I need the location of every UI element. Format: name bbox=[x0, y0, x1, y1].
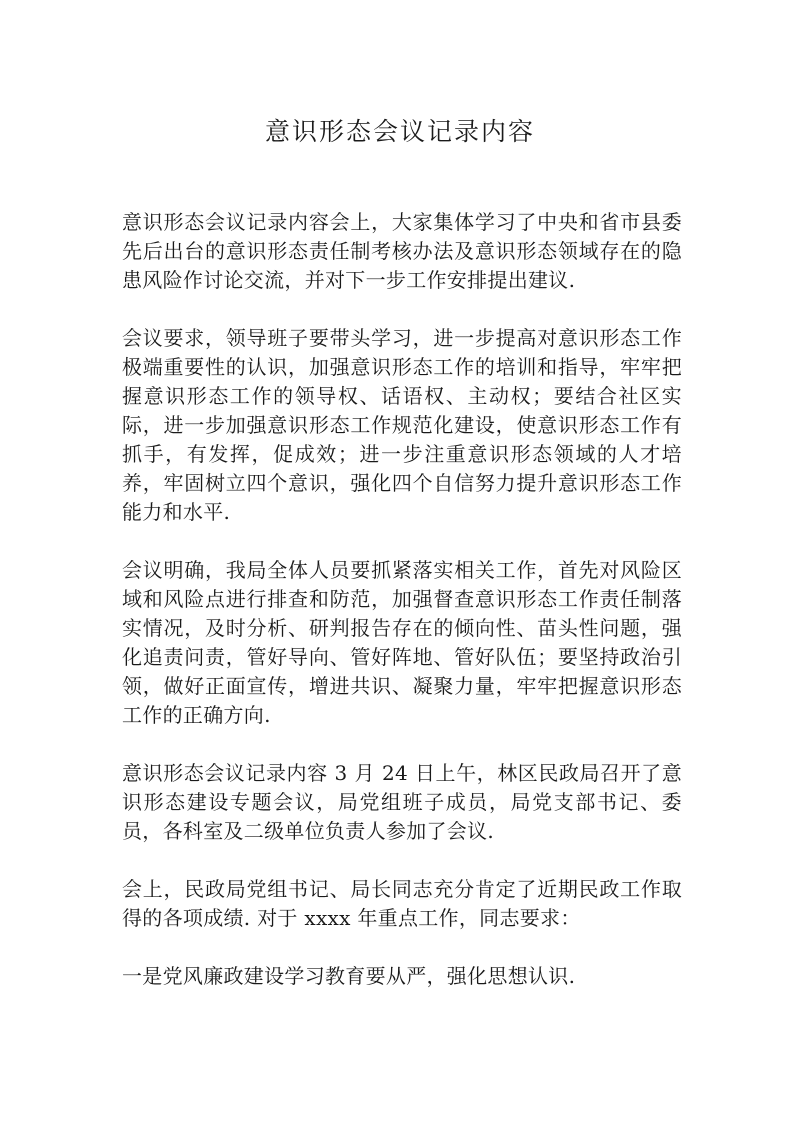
paragraph-6: 一是党风廉政建设学习教育要从严，强化思想认识. bbox=[122, 964, 576, 988]
paragraph-4: 意识形态会议记录内容 3 月 24 日上午，林区民政局召开了意识形态建设专题会议，局党组班子成员，局党支部书记、委员，各科室及二级单位负责人参加了会议. bbox=[122, 761, 682, 843]
paragraph-1: 意识形态会议记录内容会上，大家集体学习了中央和省市县委先后出台的意识形态责任制考核办法及意识形态领域存在的隐患风险作讨论交流，并对下一步工作安排提出建议. bbox=[122, 210, 682, 292]
paragraph-2: 会议要求，领导班子要带头学习，进一步提高对意识形态工作极端重要性的认识，加强意识形态工作的培训和指导，牢牢把握意识形态工作的领导权、话语权、主动权；要结合社区实际，进一步加强意识形态工作规范化建设，使意识形态工作有抓手，有发挥，促成效；进一步注重意识形态领域的人才培养，牢固树立四个意识，强化四个自信努力提升意识形态工作能力和水平. bbox=[122, 326, 682, 524]
paragraph-5: 会上，民政局党组书记、局长同志充分肯定了近期民政工作取得的各项成绩. 对于 xxxx 年重点工作，同志要求： bbox=[122, 877, 682, 930]
paragraph-3: 会议明确，我局全体人员要抓紧落实相关工作，首先对风险区域和风险点进行排查和防范，加强督查意识形态工作责任制落实情况，及时分析、研判报告存在的倾向性、苗头性问题，强化追责问责，管好导向、管好阵地、管好队伍；要坚持政治引领，做好正面宣传，增进共识、凝聚力量，牢牢把握意识形态工作的正确方向. bbox=[122, 558, 682, 727]
document-title: 意识形态会议记录内容 bbox=[264, 117, 535, 146]
document-body bbox=[122, 208, 682, 1020]
